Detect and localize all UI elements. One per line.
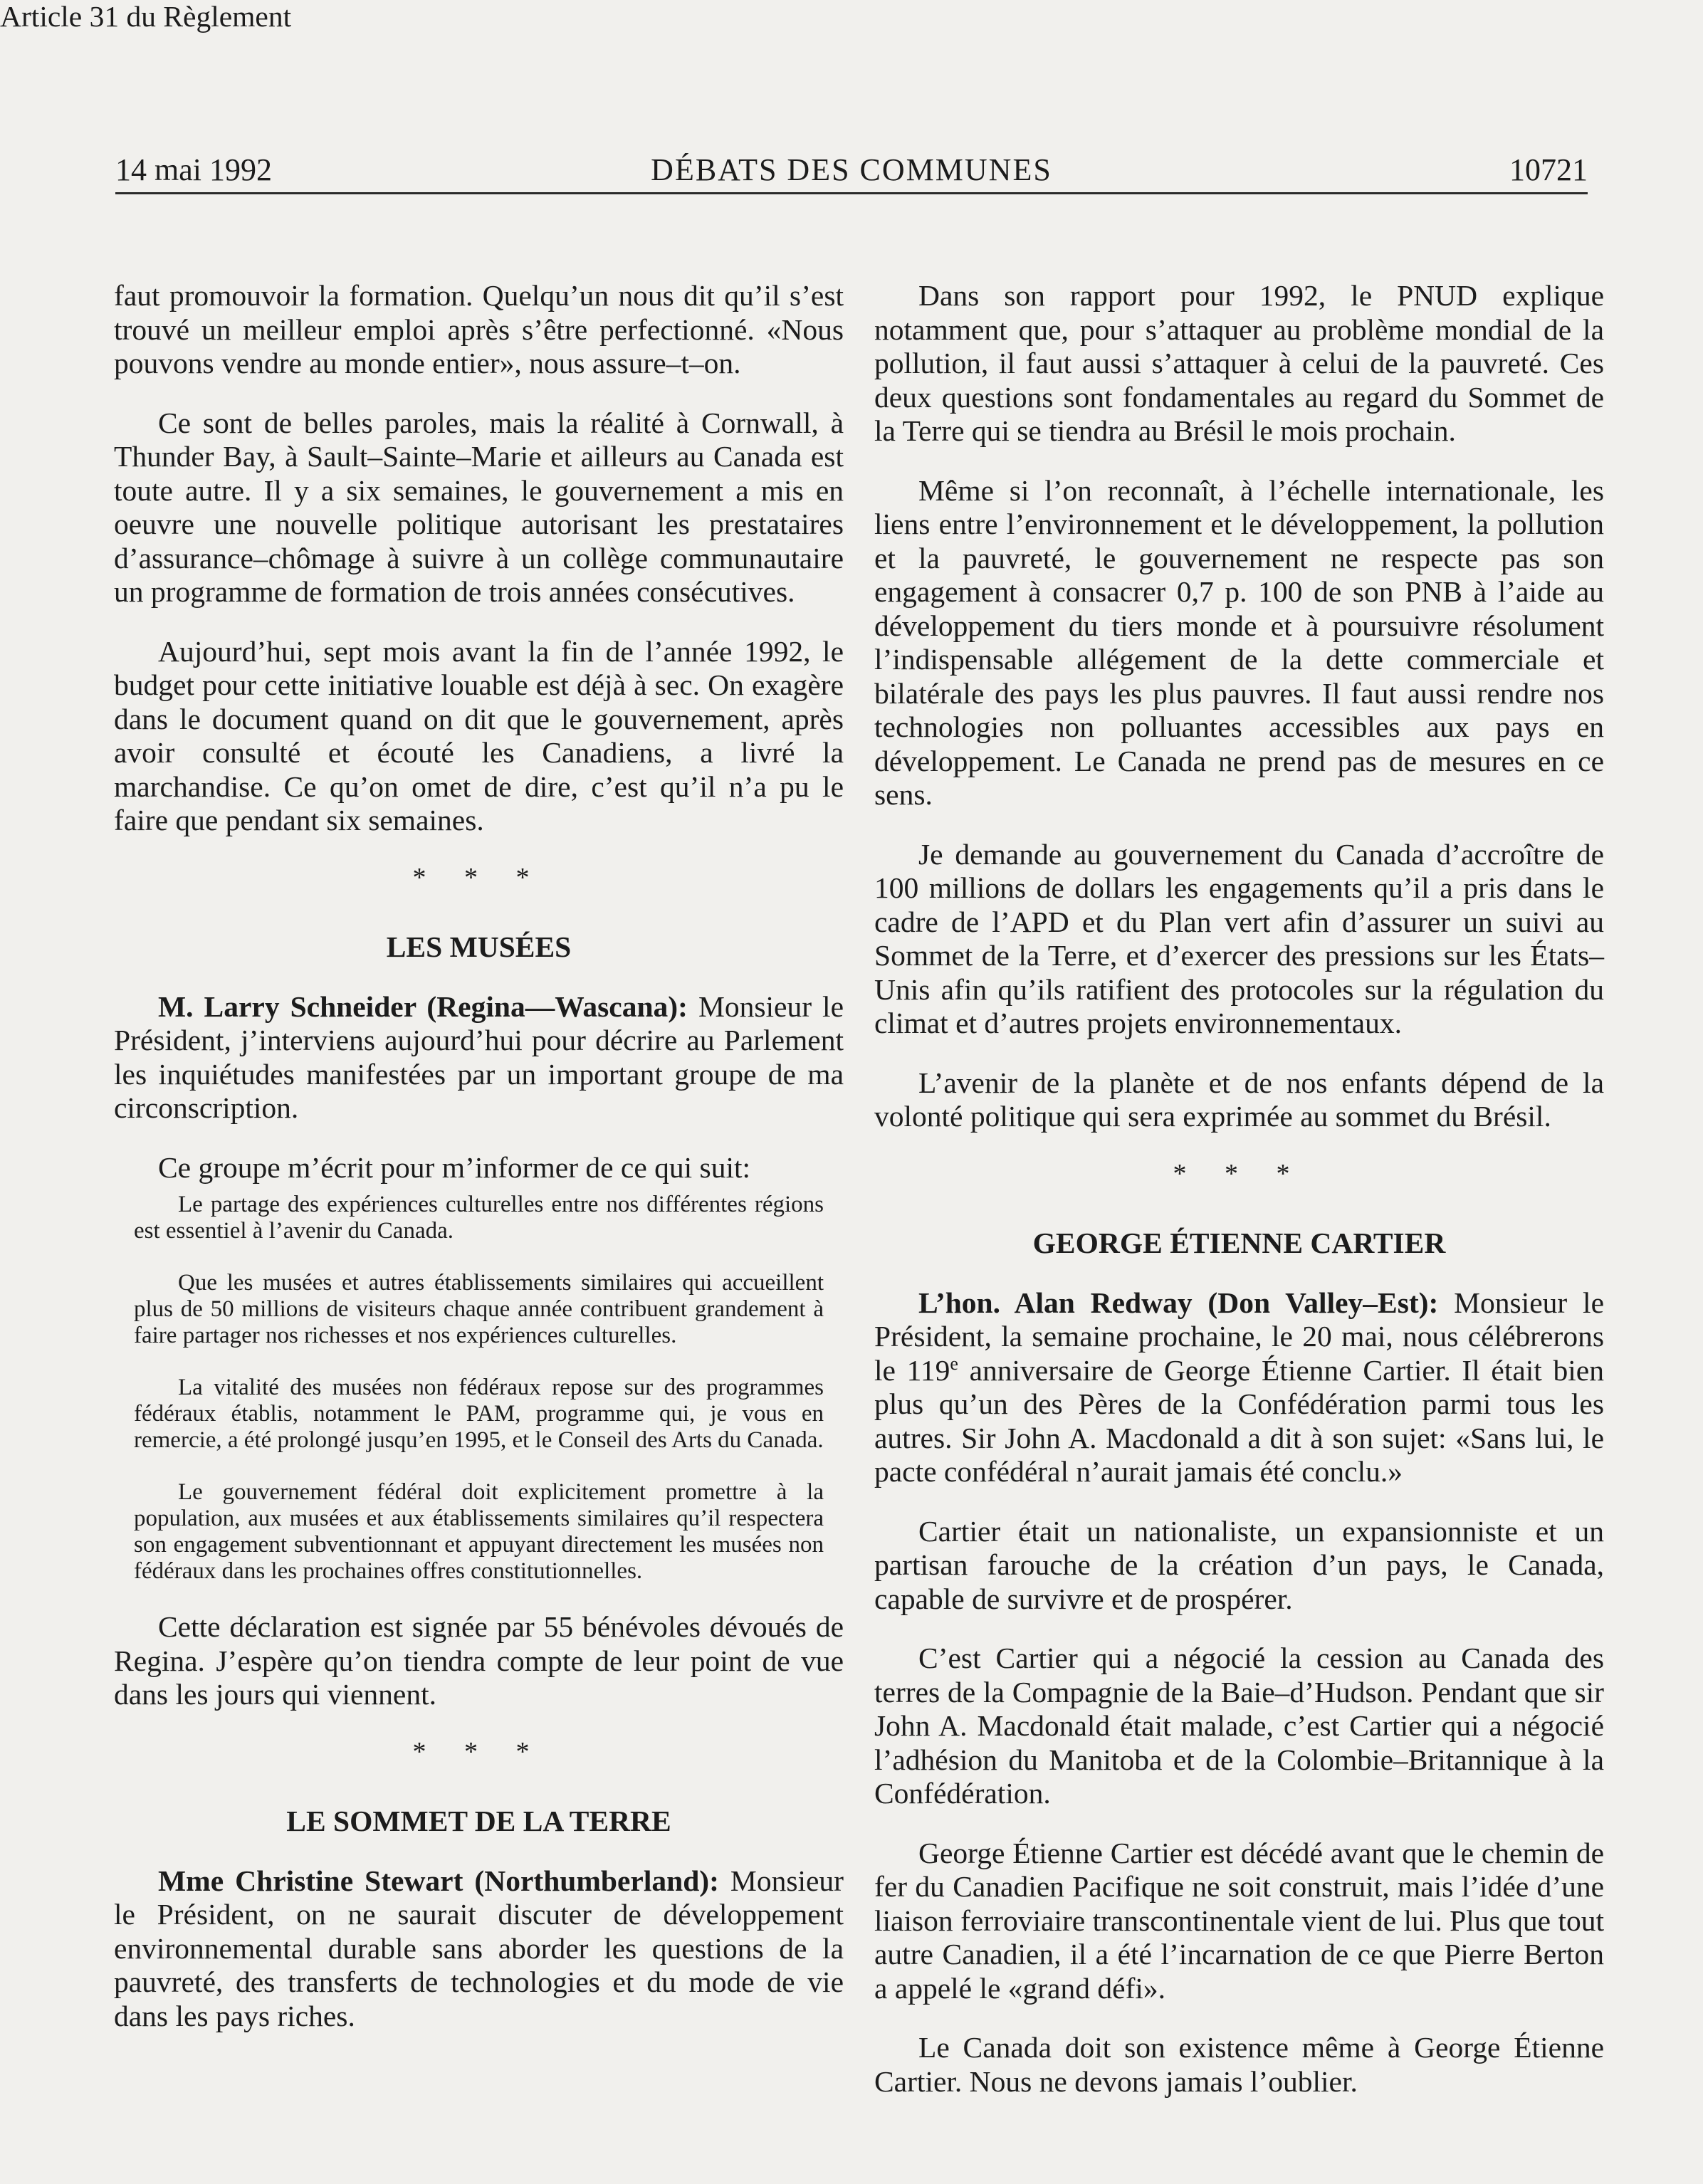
right-paragraph-5	[874, 1286, 1604, 1489]
right-column-subtitle: Article 31 du Règlement	[0, 0, 292, 33]
quote-item: Que les musées et autres établissements similaires qui accueillent plus de 50 millions de visiteurs chaque année contribuent grandement à faire partager nos richesses et nos expériences culturelles.	[134, 1270, 824, 1348]
left-paragraph-2: Ce sont de belles paroles, mais la réalité à Cornwall, à Thunder Bay, à Sault–Sainte–Marie et ailleurs au Canada est toute autre. Il y a six semaines, le gouvernement a mis en oeuvre une nouvelle politique autorisant les prestataires d’assurance–chômage à suivre à un collège communautaire un programme de formation de trois années consécutives.	[114, 406, 844, 608]
section-heading-musees: LES MUSÉES	[386, 930, 572, 963]
quoted-statement	[114, 1192, 844, 1585]
right-paragraph-6: Cartier était un nationaliste, un expansionniste et un partisan farouche de la création d’un pays, le Canada, capable de survivre et de prospérer.	[874, 1514, 1604, 1615]
left-paragraph-3: Aujourd’hui, sept mois avant la fin de l’année 1992, le budget pour cette initiative louable est déjà à sec. On exagère dans le document quand on dit que le gouvernement, après avoir consulté et écouté les Canadiens, a livré la marchandise. Ce qu’on omet de dire, c’est qu’il n’a pu le faire que pendant six semaines.	[114, 634, 844, 836]
section-heading-cartier: GEORGE ÉTIENNE CARTIER	[1032, 1226, 1446, 1259]
left-column	[114, 279, 844, 2059]
speaker-name: M. Larry Schneider (Regina—Wascana):	[158, 989, 688, 1023]
quote-item: La vitalité des musées non fédéraux repose sur des programmes fédéraux établis, notamment le PAM, programme qui, je vous en remercie, a été prolongé jusqu’en 1995, et le Conseil des Arts du Canada.	[134, 1375, 824, 1453]
left-paragraph-6: Cette déclaration est signée par 55 bénévoles dévoués de Regina. J’espère qu’on tiendra compte de leur point de vue dans les jours qui viennent.	[114, 1610, 844, 1711]
right-paragraph-8: George Étienne Cartier est décédé avant que le chemin de fer du Canadien Pacifique ne soit construit, mais l’idée d’une liaison ferroviaire transcontinentale vient de lui. Plus que tout autre Canadien, il a été l’incarnation de ce que Pierre Berton a appelé le «grand défi».	[874, 1836, 1604, 2005]
left-paragraph-5: Ce groupe m’écrit pour m’informer de ce qui suit:	[158, 1150, 751, 1184]
section-separator: * * *	[412, 1736, 545, 1767]
speech-text: Monsieur le Président, j’interviens aujourd’hui pour décrire au Parlement les inquiétudes manifestées par un important groupe de ma circonscription.	[114, 989, 844, 1124]
left-paragraph-4	[114, 990, 844, 1125]
right-paragraph-9: Le Canada doit son existence même à George Étienne Cartier. Nous ne devons jamais l’oublier.	[874, 2031, 1604, 2098]
right-column	[874, 279, 1604, 2124]
header-title: DÉBATS DES COMMUNES	[651, 152, 1052, 187]
section-separator: * * *	[412, 862, 545, 893]
quote-item: Le partage des expériences culturelles entre nos différentes régions est essentiel à l’avenir du Canada.	[134, 1192, 824, 1244]
right-paragraph-7: C’est Cartier qui a négocié la cession au Canada des terres de la Compagnie de la Baie–d’Hudson. Pendant que sir John A. Macdonald était malade, c’est Cartier qui a négocié l’adhésion du Manitoba et de la Colombie–Britannique à la Confédération.	[874, 1642, 1604, 1810]
speech-text-cont: anniversaire de George Étienne Cartier. Il était bien plus qu’un des Pères de la Confédération parmi tous les autres. Sir John A. Macdonald a dit à son sujet: «Sans lui, le pacte confédéral n’aurait jamais été conclu.»	[874, 1353, 1604, 1488]
speaker-name: Mme Christine Stewart (Northumberland):	[158, 1864, 719, 1897]
speaker-name: L’hon. Alan Redway (Don Valley–Est):	[918, 1286, 1439, 1319]
right-paragraph-1: Dans son rapport pour 1992, le PNUD explique notamment que, pour s’attaquer au problème mondial de la pollution, il faut aussi s’attaquer à celui de la pauvreté. Ces deux questions sont fondamentales au regard du Sommet de la Terre qui se tiendra au Brésil le mois prochain.	[874, 279, 1604, 447]
quote-item: Le gouvernement fédéral doit explicitement promettre à la population, aux musées et aux établissements similaires qu’il respectera son engagement subventionnant et appuyant directement les musées non fédéraux dans les prochaines offres constitutionnelles.	[134, 1479, 824, 1584]
right-paragraph-2: Même si l’on reconnaît, à l’échelle internationale, les liens entre l’environnement et le développement, la pollution et la pauvreté, le gouvernement ne respecte pas son engagement à consacrer 0,7 p. 100 de son PNB à l’aide au développement du tiers monde et à poursuivre résolument l’indispensable allégement de la dette commerciale et bilatérale des pays les plus pauvres. Il faut aussi rendre nos technologies non polluantes accessibles aux pays en développement. Le Canada ne prend pas de mesures en ce sens.	[874, 473, 1604, 811]
left-paragraph-1: faut promouvoir la formation. Quelqu’un nous dit qu’il s’est trouvé un meilleur emploi après s’être perfectionné. «Nous pouvons vendre au monde entier», nous assure–t–on.	[114, 279, 844, 379]
header-rule	[115, 192, 1588, 194]
header-date: 14 mai 1992	[115, 152, 272, 187]
page-header	[115, 148, 1588, 192]
left-paragraph-7	[114, 1864, 844, 2034]
right-paragraph-4: L’avenir de la planète et de nos enfants dépend de la volonté politique qui sera exprimée au sommet du Brésil.	[874, 1066, 1604, 1133]
section-heading-sommet: LE SOMMET DE LA TERRE	[286, 1804, 671, 1837]
speech-text: Monsieur le Président, on ne saurait discuter de développement environnemental durable sans aborder les questions de la pauvreté, des transferts de technologies et du mode de vie dans les pays riches.	[114, 1864, 844, 2032]
header-page-number: 10721	[1509, 152, 1588, 187]
right-paragraph-3: Je demande au gouvernement du Canada d’accroître de 100 millions de dollars les engagements qu’il a pris dans le cadre de l’APD et du Plan vert afin d’assurer un suivi au Sommet de la Terre, et d’exercer des pressions sur les États–Unis afin qu’ils ratifient des protocoles sur la régulation du climat et d’autres projets environnementaux.	[874, 837, 1604, 1039]
section-separator: * * *	[1173, 1158, 1306, 1189]
speech-text: Monsieur le Président, la semaine prochaine, le 20 mai, nous célébrerons le 119	[874, 1286, 1604, 1387]
ordinal-superscript: e	[950, 1353, 958, 1374]
